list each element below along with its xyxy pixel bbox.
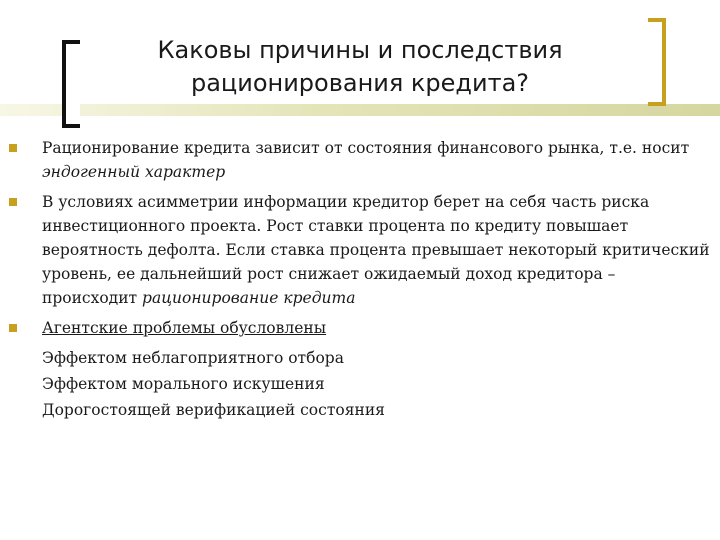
bullet-2-text: В условиях асимметрии информации кредитор берет на себя часть риска инвестиционного проекта. Рост ставки процента по кредиту повышает вероятность дефолта. Если ставка процента превышает некоторый критический уровень, ее дальнейший рост снижает ожидаемый доход кредитора – происходит (42, 193, 710, 307)
bullet-item-1 (8, 136, 714, 184)
square-bullet-icon (9, 198, 17, 206)
left-bracket-decoration (62, 40, 80, 128)
bullet-1-text: Рационирование кредита зависит от состояния финансового рынка, т.е. носит (42, 139, 690, 157)
title-line-2: рационирования кредита? (190, 69, 530, 97)
slide-title (120, 34, 600, 100)
square-bullet-icon (9, 144, 17, 152)
sub-item-3-text: Дорогостоящей верификацией состояния (42, 401, 385, 419)
sub-item-2 (8, 372, 714, 396)
sub-item-3 (8, 398, 714, 422)
right-bracket-decoration (648, 18, 666, 106)
title-line-1: Каковы причины и последствия (157, 36, 563, 64)
sub-item-1-text: Эффектом неблагоприятного отбора (42, 349, 344, 367)
square-bullet-icon (9, 324, 17, 332)
bullet-1-italic: эндогенный характер (42, 163, 226, 181)
bullet-item-3 (8, 316, 714, 340)
bullet-2-italic: рационирование кредита (142, 289, 356, 307)
sub-item-2-text: Эффектом морального искушения (42, 375, 325, 393)
bullet-item-2 (8, 190, 714, 310)
slide-body (8, 136, 714, 424)
bullet-3-text: Агентские проблемы обусловлены (42, 319, 327, 337)
title-decor-band (0, 104, 720, 116)
sub-item-1 (8, 346, 714, 370)
